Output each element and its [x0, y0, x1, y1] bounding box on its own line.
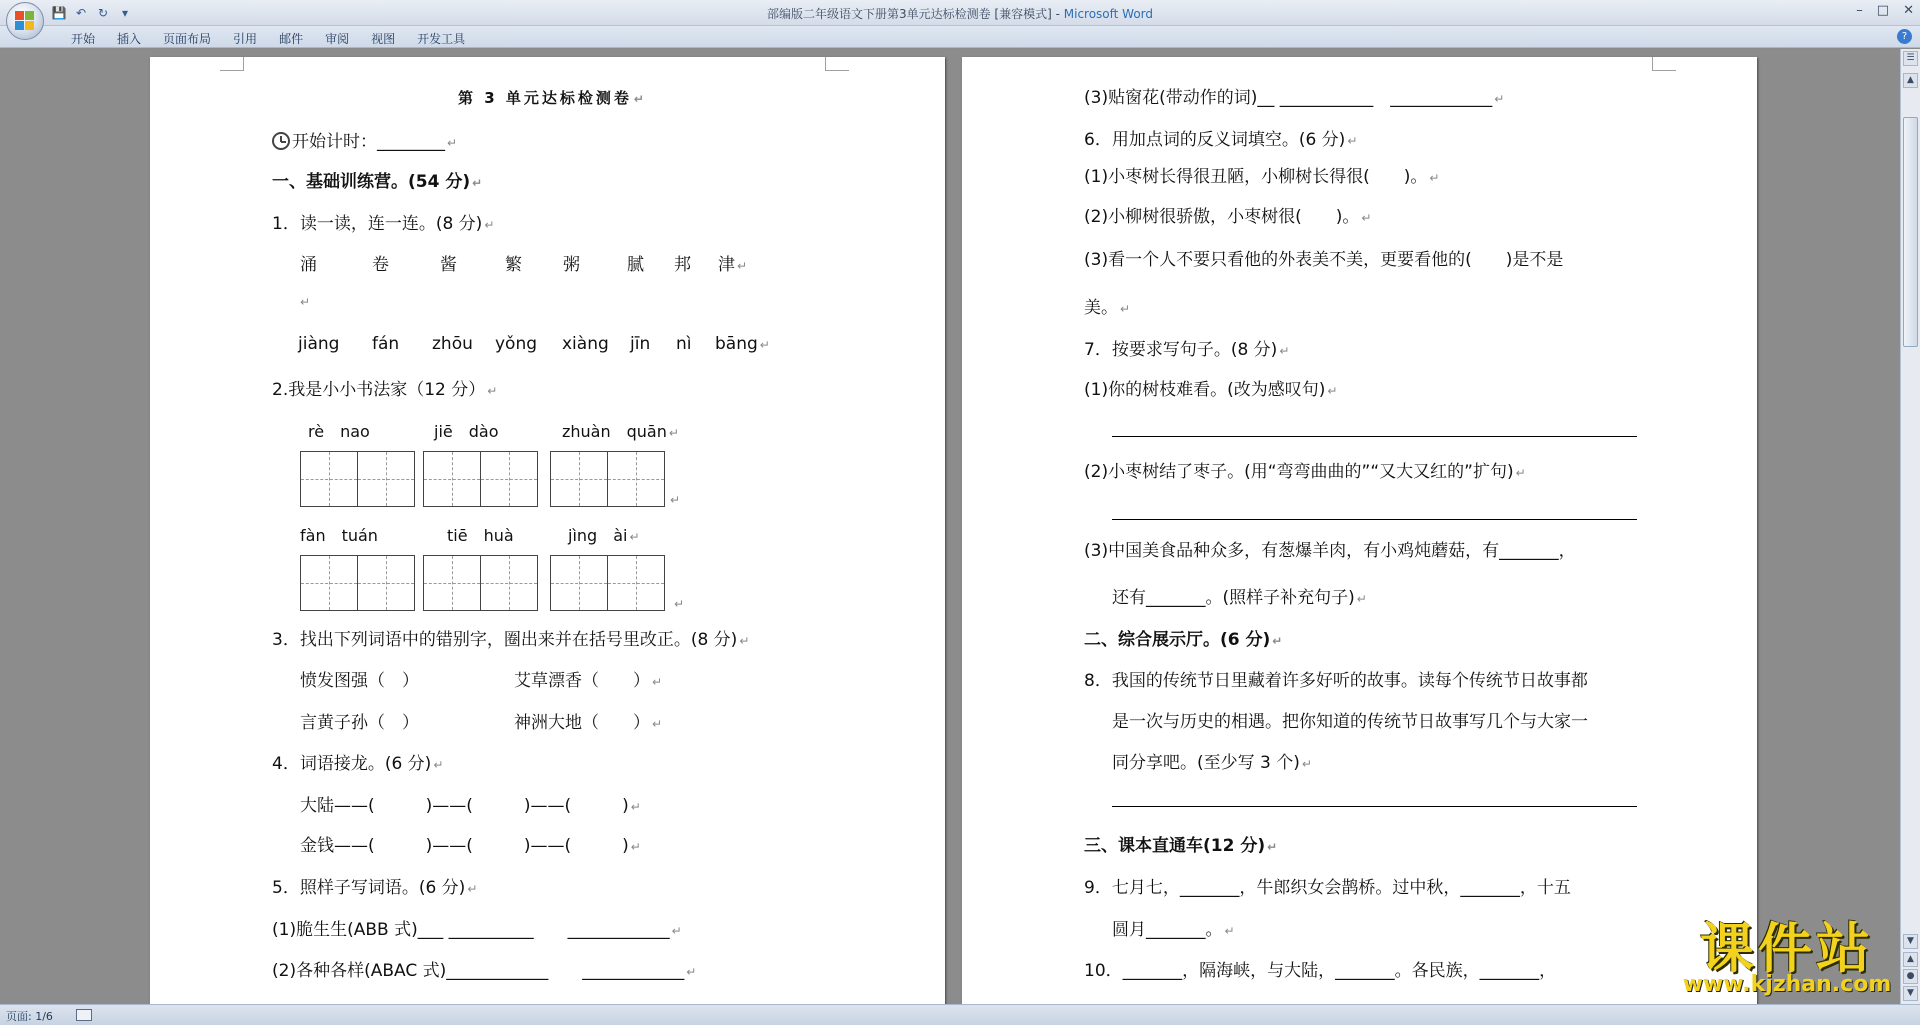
q2-pinyin: fàn tuán: [300, 526, 378, 545]
q2-pinyin: jiē dào: [434, 422, 499, 441]
writing-grid[interactable]: [550, 555, 665, 611]
office-button[interactable]: [6, 2, 44, 40]
question-8: 8．我国的传统节日里藏着许多好听的故事。读每个传统节日故事都: [1084, 671, 1588, 691]
tab-home[interactable]: 开始: [71, 32, 96, 46]
section-1-heading: 一、基础训练营。(54 分) ↵: [272, 172, 483, 192]
scroll-thumb[interactable]: [1903, 117, 1918, 347]
crop-mark: [220, 57, 244, 71]
q7-item: (3)中国美食品种众多，有葱爆羊肉，有小鸡炖蘑菇，有_______，: [1084, 541, 1576, 561]
redo-icon[interactable]: ↻: [97, 6, 109, 20]
scroll-up-icon[interactable]: ▲: [1903, 73, 1918, 88]
question-9: 9．七月七，_______，牛郎织女会鹊桥。过中秋，_______，十五: [1084, 878, 1571, 898]
question-8-cont: 同分享吧。(至少写 3 个) ↵: [1112, 753, 1312, 773]
q6-item-cont: 美。 ↵: [1084, 298, 1131, 318]
page-2[interactable]: [962, 57, 1757, 1004]
question-3: 3．找出下列词语中的错别字，圈出来并在括号里改正。(8 分) ↵: [272, 630, 750, 650]
tab-developer[interactable]: 开发工具: [417, 32, 466, 46]
window-title: [0, 5, 1920, 22]
ruler-toggle-icon[interactable]: ☰: [1903, 51, 1918, 66]
crop-mark: [825, 57, 849, 71]
q1-char: 繁: [505, 255, 522, 275]
tab-mailings[interactable]: 邮件: [279, 32, 304, 46]
q4-line: 大陆——( )——( )——( ) ↵: [300, 796, 641, 816]
question-7: 7．按要求写句子。(8 分) ↵: [1084, 340, 1290, 360]
undo-icon[interactable]: ↶: [75, 6, 87, 20]
ribbon-tabs: [60, 29, 476, 48]
q1-pinyin: xiàng: [562, 334, 609, 354]
q2-pinyin: jìng ài ↵: [568, 526, 640, 545]
q5-item: (1)脆生生(ABB 式)___ __________ ____________ ↵: [272, 920, 682, 940]
watermark-title: 课件站: [1700, 916, 1874, 980]
document-workspace: [0, 49, 1900, 1004]
page-count[interactable]: 页面: 1/6: [6, 1010, 53, 1023]
q1-char: 粥: [563, 255, 580, 275]
question-5: 5．照样子写词语。(6 分) ↵: [272, 878, 478, 898]
help-icon[interactable]: ?: [1897, 29, 1912, 44]
status-bar: [0, 1004, 1920, 1025]
page-1[interactable]: [150, 57, 945, 1004]
save-icon[interactable]: 💾: [51, 6, 67, 20]
start-time-line: 开始计时：________ ↵: [272, 127, 457, 152]
q1-char: 卷: [372, 255, 389, 275]
question-6: 6．用加点词的反义词填空。(6 分) ↵: [1084, 130, 1358, 150]
q5-item: (2)各种各样(ABAC 式)____________ ____________ ↵: [272, 961, 697, 981]
question-4: 4．词语接龙。(6 分) ↵: [272, 754, 444, 774]
q6-item: (2)小柳树很骄傲，小枣树很( )。 ↵: [1084, 207, 1372, 227]
q1-pinyin: jiàng: [298, 334, 340, 354]
crop-mark: [1652, 57, 1676, 71]
answer-line[interactable]: [1112, 519, 1637, 520]
para-mark: ↵: [670, 493, 681, 507]
tab-references[interactable]: 引用: [233, 32, 258, 46]
q2-pinyin: tiē huà: [447, 526, 514, 545]
tab-review[interactable]: 审阅: [325, 32, 350, 46]
exam-title: 第 3 单元达标检测卷 ↵: [458, 89, 647, 107]
q2-pinyin: zhuàn quān ↵: [562, 422, 679, 441]
next-page-icon[interactable]: ▼: [1903, 986, 1918, 1001]
q1-char: 津 ↵: [718, 255, 748, 275]
tab-insert[interactable]: 插入: [117, 32, 142, 46]
q3-item: 艾草漂香（ ） ↵: [514, 671, 663, 691]
minimize-button[interactable]: –: [1856, 3, 1863, 18]
writing-grid[interactable]: [423, 555, 538, 611]
previous-page-icon[interactable]: ▲: [1903, 952, 1918, 967]
q1-pinyin: nì: [676, 334, 692, 354]
document-title: 部编版二年级语文下册第3单元达标检测卷 [兼容模式] -: [766, 7, 1064, 21]
q1-pinyin: jīn: [630, 334, 651, 354]
q3-item: 愤发图强（ ）: [300, 671, 419, 691]
q6-item: (3)看一个人不要只看他的外表美不美，更要看他的( )是不是: [1084, 250, 1564, 270]
question-8-cont: 是一次与历史的相遇。把你知道的传统节日故事写几个与大家一: [1112, 712, 1588, 732]
vertical-scrollbar[interactable]: [1900, 49, 1920, 1004]
q1-char: 腻: [627, 255, 644, 275]
window-controls: [1856, 3, 1914, 18]
q6-item: (1)小枣树长得很丑陋，小柳树长得很( )。 ↵: [1084, 167, 1440, 187]
maximize-button[interactable]: □: [1876, 3, 1890, 18]
tab-view[interactable]: 视图: [371, 32, 396, 46]
q1-char: 邦: [674, 255, 691, 275]
watermark-logo: [1672, 916, 1902, 997]
q1-pinyin: fán: [372, 334, 400, 354]
question-1: 1．读一读，连一连。(8 分) ↵: [272, 214, 495, 234]
q5-item: (3)贴窗花(带动作的词)__ ___________ ____________ ↵: [1084, 88, 1505, 108]
para-mark: ↵: [674, 597, 685, 611]
writing-grid[interactable]: [550, 451, 665, 507]
q7-item-cont: 还有_______。(照样子补充句子) ↵: [1112, 588, 1367, 608]
close-button[interactable]: ✕: [1903, 3, 1914, 18]
q1-pinyin: yǒng: [495, 334, 538, 354]
q7-item: (1)你的树枝难看。(改为感叹句) ↵: [1084, 380, 1338, 400]
q1-pinyin: bāng ↵: [715, 334, 770, 354]
question-10: 10．_______，隔海峡，与大陆，_______。各民族，_______，: [1084, 961, 1557, 981]
clock-icon: [272, 132, 290, 150]
empty-paragraph: ↵: [300, 295, 311, 309]
customize-qat-icon[interactable]: ▾: [121, 6, 129, 20]
ribbon: [0, 26, 1920, 48]
q2-pinyin: rè nao: [308, 422, 370, 441]
writing-grid[interactable]: [300, 555, 415, 611]
watermark-url: www.kjzhan.com: [1682, 972, 1892, 997]
q1-pinyin: zhōu: [432, 334, 473, 354]
q1-char: 涌: [300, 255, 317, 275]
tab-page-layout[interactable]: 页面布局: [163, 32, 212, 46]
title-bar: [0, 0, 1920, 26]
writing-grid[interactable]: [300, 451, 415, 507]
browse-object-icon[interactable]: ●: [1903, 969, 1918, 984]
q3-item: 言黄子孙（ ）: [300, 713, 419, 733]
q7-item: (2)小枣树结了枣子。(用“弯弯曲曲的”“又大又红的”扩句) ↵: [1084, 462, 1526, 482]
writing-grid[interactable]: [423, 451, 538, 507]
q3-item: 神洲大地（ ） ↵: [514, 713, 663, 733]
section-2-heading: 二、综合展示厅。(6 分) ↵: [1084, 630, 1283, 650]
question-9-cont: 圆月_______。 ↵: [1112, 920, 1235, 940]
q4-line: 金钱——( )——( )——( ) ↵: [300, 836, 641, 856]
answer-line[interactable]: [1112, 806, 1637, 807]
question-2: 2.我是小小书法家（12 分） ↵: [272, 380, 498, 400]
proofing-icon[interactable]: [76, 1009, 92, 1021]
office-logo-icon: [15, 11, 35, 31]
section-3-heading: 三、课本直通车(12 分) ↵: [1084, 836, 1278, 856]
scroll-down-icon[interactable]: ▼: [1903, 934, 1918, 949]
app-name: Microsoft Word: [1063, 7, 1154, 21]
q1-char: 酱: [440, 255, 457, 275]
answer-line[interactable]: [1112, 436, 1637, 437]
